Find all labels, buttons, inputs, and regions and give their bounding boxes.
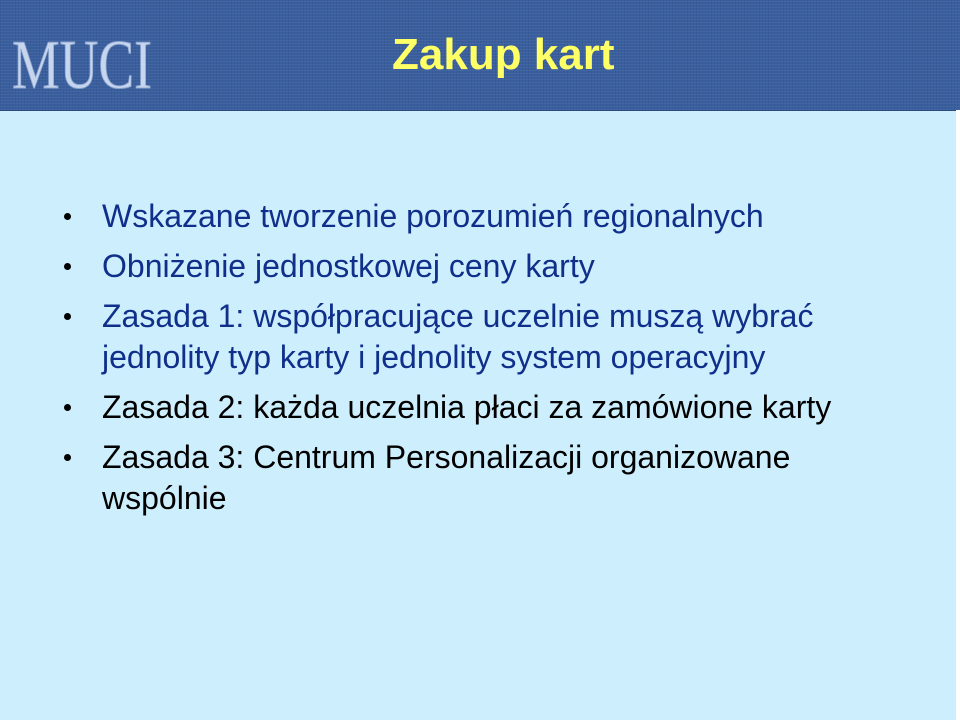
bullet-dot-icon bbox=[64, 454, 71, 461]
bullet-item-lower-unit-price bbox=[0, 246, 940, 287]
bullet-dot-icon bbox=[64, 213, 71, 220]
bullet-text: Wskazane tworzenie porozumień regionalnych bbox=[102, 198, 764, 234]
bullet-text: Zasada 2: każda uczelnia płaci za zamówione karty bbox=[102, 389, 832, 425]
bullet-text: Zasada 1: współpracujące uczelnie muszą wybrać jednolity typ karty i jednolity system operacyjny bbox=[102, 298, 814, 375]
bullet-dot-icon bbox=[64, 263, 71, 270]
muci-logo bbox=[8, 14, 158, 104]
svg-text:MUCI: MUCI bbox=[12, 27, 152, 104]
bullet-text: Zasada 3: Centrum Personalizacji organizowane wspólnie bbox=[102, 439, 791, 516]
bullet-text: Obniżenie jednostkowej ceny karty bbox=[102, 248, 595, 284]
bullet-item-regional-agreements bbox=[0, 196, 940, 237]
right-edge-strip bbox=[956, 110, 960, 720]
slide-title: Zakup kart bbox=[392, 30, 615, 79]
bullet-dot-icon bbox=[64, 404, 71, 411]
bullet-item-rule-1 bbox=[0, 296, 940, 378]
bullet-item-rule-3 bbox=[0, 437, 940, 519]
bullet-list bbox=[0, 196, 940, 528]
bullet-item-rule-2 bbox=[0, 387, 940, 428]
slide-header bbox=[0, 0, 960, 111]
bullet-dot-icon bbox=[64, 313, 71, 320]
